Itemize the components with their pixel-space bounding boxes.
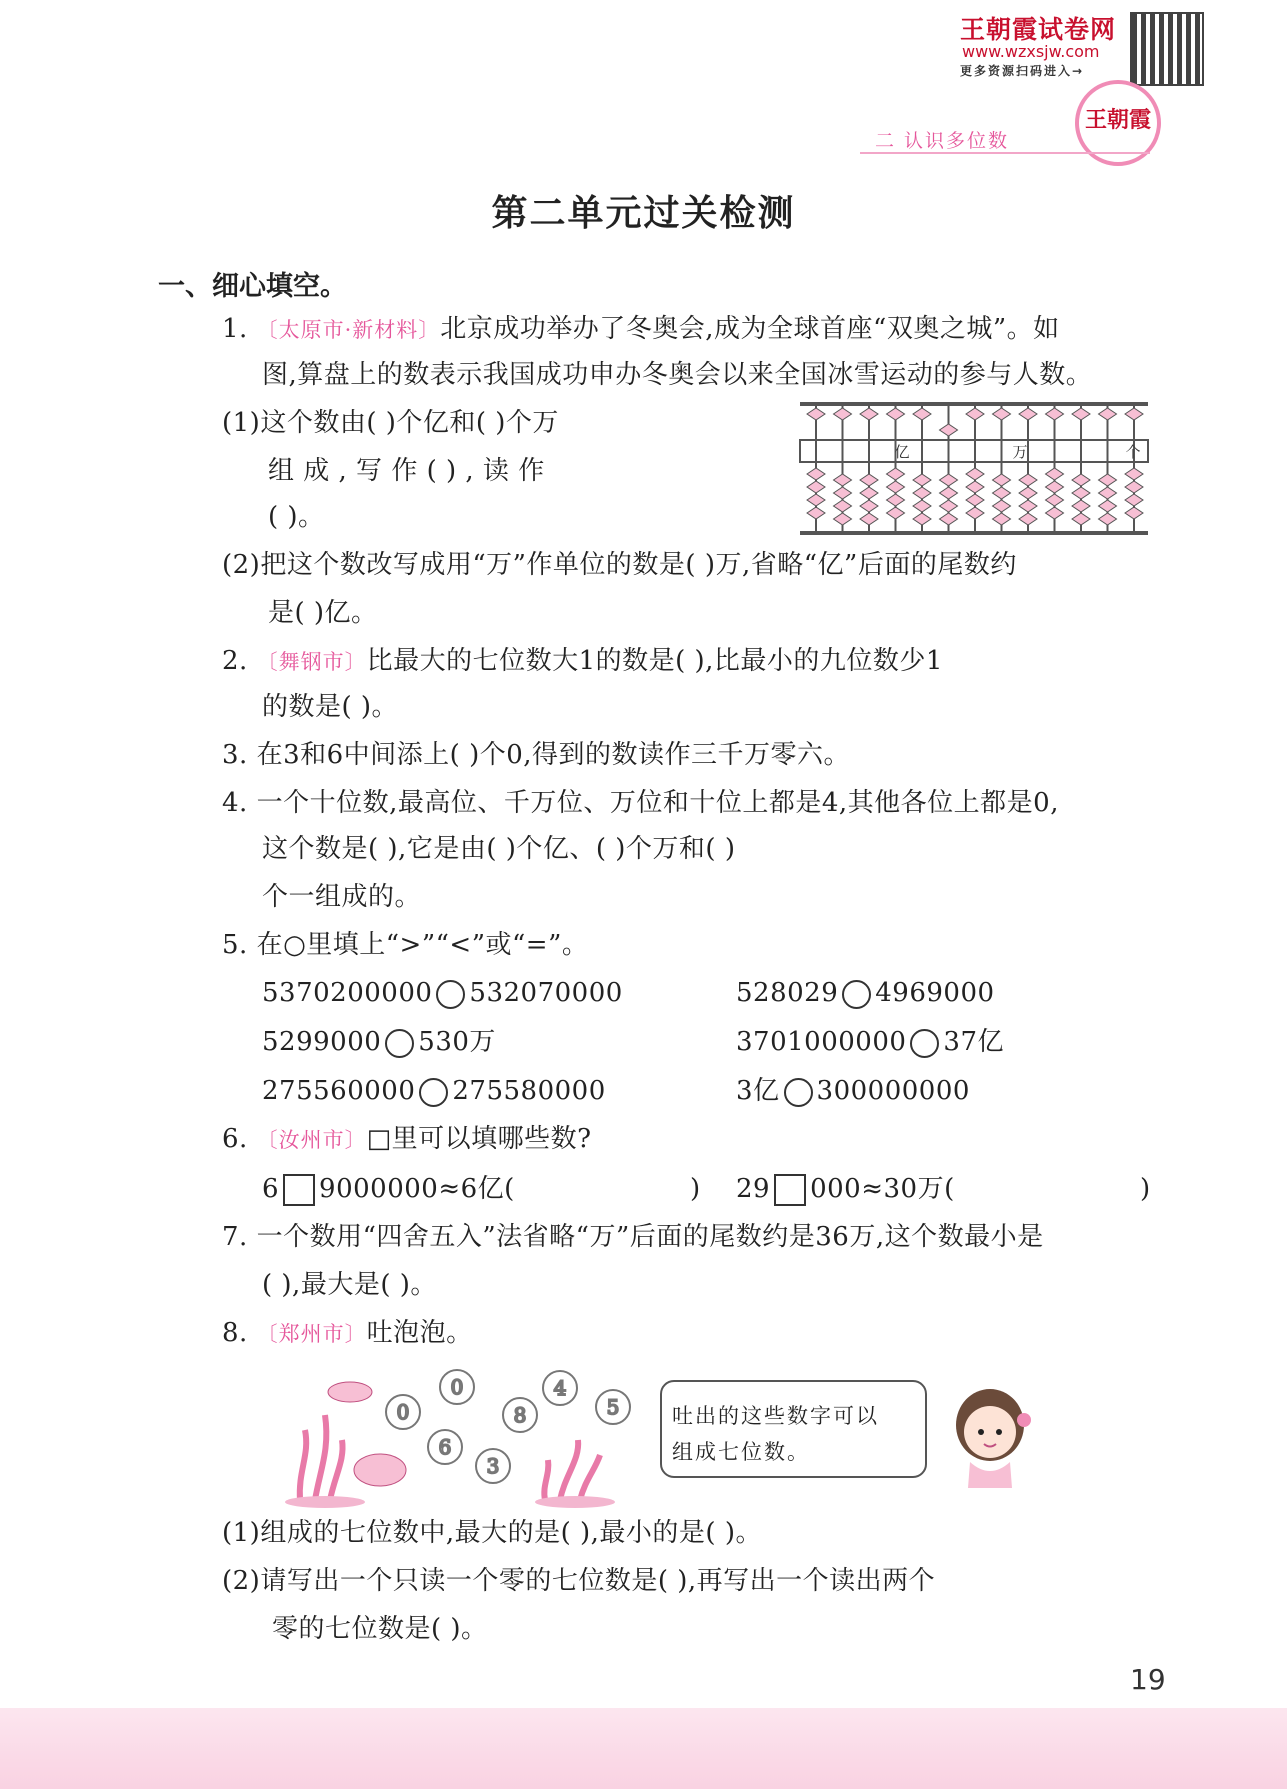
question-1-tag: 〔太原市·新材料〕 bbox=[256, 318, 441, 342]
question-8-part-2-line-1: (2)请写出一个只读一个零的七位数是( ),再写出一个读出两个 bbox=[222, 1566, 936, 1596]
compare-circle[interactable] bbox=[784, 1078, 813, 1107]
question-7-line-2: ( ),最大是( )。 bbox=[262, 1270, 437, 1300]
bubble-digit: 4 bbox=[553, 1376, 567, 1400]
bubble-digit: 6 bbox=[438, 1435, 452, 1459]
compare-row-3-a: 275560000 275580000 bbox=[262, 1076, 606, 1106]
question-1-part-2-line-2: 是( )亿。 bbox=[268, 598, 378, 628]
chapter-label: 二 认识多位数 bbox=[875, 130, 1010, 152]
question-8-part-2-line-2: 零的七位数是( )。 bbox=[272, 1614, 488, 1644]
bubble-digit: 0 bbox=[450, 1375, 464, 1399]
publisher-logo: 王朝霞 bbox=[1075, 80, 1161, 166]
compare-circle[interactable] bbox=[436, 980, 465, 1009]
bubble-digit: 5 bbox=[606, 1395, 620, 1419]
question-1-part-1-line-3: ( )。 bbox=[268, 502, 325, 532]
question-4-line-2: 这个数是( ),它是由( )个亿、( )个万和( ) bbox=[262, 834, 736, 864]
brand-url[interactable]: www.wzxsjw.com bbox=[962, 42, 1100, 61]
bubble-digit: 0 bbox=[396, 1400, 410, 1424]
question-8-part-1: (1)组成的七位数中,最大的是( ),最小的是( )。 bbox=[222, 1518, 762, 1548]
more-resources-text: 更多资源扫码进入→ bbox=[960, 64, 1085, 78]
compare-circle[interactable] bbox=[910, 1029, 939, 1058]
question-1-part-1-line-1: (1)这个数由( )个亿和( )个万 bbox=[222, 408, 559, 438]
compare-row-2-a: 5299000 530万 bbox=[262, 1027, 496, 1057]
page-number: 19 bbox=[1130, 1663, 1166, 1696]
bubble-illustration bbox=[280, 1360, 660, 1510]
compare-circle[interactable] bbox=[385, 1029, 414, 1058]
bubble-digit: 3 bbox=[486, 1454, 500, 1478]
page-title: 第二单元过关检测 bbox=[491, 193, 796, 234]
abacus-figure bbox=[798, 400, 1150, 540]
compare-row-3-b: 3亿 300000000 bbox=[736, 1076, 970, 1106]
question-2-tag: 〔舞钢市〕 bbox=[256, 650, 367, 674]
section-heading: 一、细心填空。 bbox=[158, 271, 347, 302]
question-1-line-2: 图,算盘上的数表示我国成功申办冬奥会以来全国冰雪运动的参与人数。 bbox=[262, 360, 1093, 390]
question-7-line-1: 7. 一个数用“四舍五入”法省略“万”后面的尾数约是36万,这个数最小是 bbox=[222, 1222, 1044, 1252]
footer-band bbox=[0, 1708, 1287, 1789]
question-6-tag: 〔汝州市〕 bbox=[256, 1128, 367, 1152]
compare-row-1-a: 5370200000 532070000 bbox=[262, 978, 623, 1008]
question-3-line-1: 3. 在3和6中间添上( )个0,得到的数读作三千万零六。 bbox=[222, 740, 851, 770]
question-1-part-1-line-2: 组 成 , 写 作 ( ) , 读 作 bbox=[268, 456, 545, 486]
compare-row-2-b: 3701000000 37亿 bbox=[736, 1027, 1005, 1057]
question-6-a-close: ) bbox=[690, 1174, 701, 1204]
brand-name: 王朝霞试卷网 bbox=[960, 15, 1117, 44]
speech-bubble-text: 吐出的这些数字可以 组成七位数。 bbox=[672, 1404, 879, 1464]
compare-row-1-b: 528029 4969000 bbox=[736, 978, 995, 1008]
abacus-label-ge: 个 bbox=[1125, 443, 1141, 461]
abacus-label-yi: 亿 bbox=[894, 443, 910, 461]
question-6-b: 29 000≈30万( bbox=[736, 1174, 955, 1204]
chapter-divider bbox=[860, 152, 1150, 154]
question-6-line-1: 6. 〔汝州市〕□里可以填哪些数? bbox=[222, 1124, 592, 1154]
question-5-line-1: 5. 在○里填上“>”“<”或“=”。 bbox=[222, 930, 589, 960]
question-6-a: 6 9000000≈6亿( bbox=[262, 1174, 515, 1204]
question-2-line-1: 2. 〔舞钢市〕比最大的七位数大1的数是( ),比最小的九位数少1 bbox=[222, 646, 943, 676]
question-8-tag: 〔郑州市〕 bbox=[256, 1322, 367, 1346]
question-4-line-3: 个一组成的。 bbox=[262, 882, 422, 912]
question-2-line-2: 的数是( )。 bbox=[262, 692, 399, 722]
fill-box[interactable] bbox=[774, 1174, 806, 1206]
abacus-label-wan: 万 bbox=[1012, 443, 1028, 461]
qr-code-icon[interactable] bbox=[1130, 12, 1204, 86]
question-4-line-1: 4. 一个十位数,最高位、千万位、万位和十位上都是4,其他各位上都是0, bbox=[222, 788, 1059, 818]
question-8-line-1: 8. 〔郑州市〕吐泡泡。 bbox=[222, 1318, 473, 1348]
bubble-digit: 8 bbox=[513, 1403, 527, 1427]
question-1-line-1: 1. 〔太原市·新材料〕北京成功举办了冬奥会,成为全球首座“双奥之城”。如 bbox=[222, 314, 1060, 344]
question-1-part-2-line-1: (2)把这个数改写成用“万”作单位的数是( )万,省略“亿”后面的尾数约 bbox=[222, 550, 1017, 580]
fill-box[interactable] bbox=[283, 1174, 315, 1206]
compare-circle[interactable] bbox=[842, 980, 871, 1009]
question-6-b-close: ) bbox=[1140, 1174, 1151, 1204]
compare-circle[interactable] bbox=[419, 1078, 448, 1107]
girl-icon bbox=[940, 1380, 1040, 1490]
